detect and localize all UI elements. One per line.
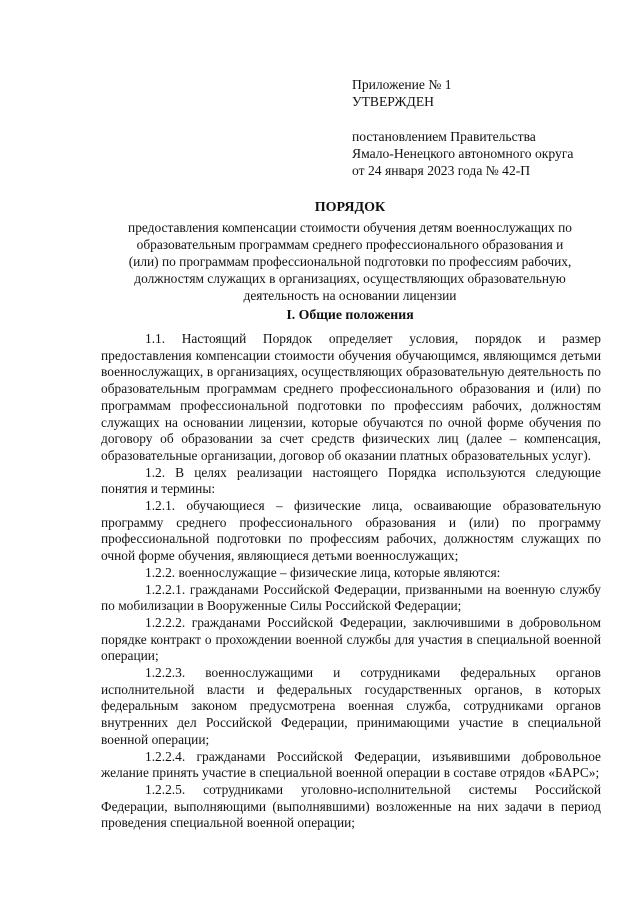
paragraph-1-2-2: 1.2.2. военнослужащие – физические лица, которые являются:	[145, 564, 501, 580]
document-body	[101, 331, 601, 832]
paragraph-1-1: 1.1. Настоящий Порядок определяет условия, порядок и размер предоставления компенсации стоимости обучения обучающимся, являющимся детьми военнослужащих, в организациях, осуществляющих образовательную деятельность по образовательным программам среднего профессионального образования и (или) по программам профессиональной подготовки по профессиям рабочих, должностям служащих на основании лицензии, которые обучаются по очной форме обучения по договору об образовании за счет средств физических лиц (далее – компенсация, образовательные организации, договор об оказании платных образовательных услуг).	[101, 331, 601, 463]
subtitle-line: образовательным программам среднего профессионального образования и	[136, 237, 564, 252]
paragraph-1-2-2-5: 1.2.2.5. сотрудниками уголовно-исполнительной системы Российской Федерации, выполняющими (выполнявшими) возложенные на них задачи в период проведения специальной военной операции;	[101, 781, 601, 831]
document-heading	[100, 199, 600, 304]
appendix-block	[352, 76, 622, 179]
appendix-number: Приложение № 1	[352, 77, 452, 92]
paragraph-1-2-1: 1.2.1. обучающиеся – физические лица, осваивающие образовательную программу среднего профессионального образования и (или) по программу профессиональной подготовки по профессиям рабочих, должностям служащих по очной форме обучения, являющиеся детьми военнослужащих;	[101, 498, 601, 564]
subtitle-line: должностям служащих в организациях, осуществляющих образовательную	[134, 271, 566, 286]
government-line: Ямало-Ненецкого автономного округа	[352, 146, 574, 161]
resolution-date: от 24 января 2023 года № 42-П	[352, 163, 531, 178]
paragraph-1-2-2-2: 1.2.2.2. гражданами Российской Федерации, заключившими в добровольном порядке контракт о прохождении военной службы для участия в специальной военной операции;	[101, 614, 601, 664]
approved-label: УТВЕРЖДЕН	[352, 94, 434, 109]
subtitle-line: деятельность на основании лицензии	[243, 288, 457, 303]
paragraph-1-2-2-4: 1.2.2.4. гражданами Российской Федерации, изъявившими добровольное желание принять участие в специальной военной операции в составе отрядов «БАРС»;	[101, 748, 601, 781]
section-title: I. Общие положения	[286, 307, 414, 322]
paragraph-1-2: 1.2. В целях реализации настоящего Порядка используются следующие понятия и термины:	[101, 464, 601, 497]
paragraph-1-2-2-3: 1.2.2.3. военнослужащими и сотрудниками федеральных органов исполнительной власти и федеральных государственных органов, в которых федеральным законом предусмотрена военная служба, сотрудниками органов внутренних дел Российской Федерации, принимающими участие в специальной военной операции;	[101, 665, 601, 747]
subtitle-line: (или) по программам профессиональной подготовки по профессиям рабочих,	[128, 254, 572, 269]
resolution-line: постановлением Правительства	[352, 129, 536, 144]
paragraph-1-2-2-1: 1.2.2.1. гражданами Российской Федерации, призванными на военную службу по мобилизации в Вооруженные Силы Российской Федерации;	[101, 581, 601, 614]
document-title: ПОРЯДОК	[314, 200, 386, 215]
subtitle-line: предоставления компенсации стоимости обучения детям военнослужащих по	[128, 220, 572, 235]
